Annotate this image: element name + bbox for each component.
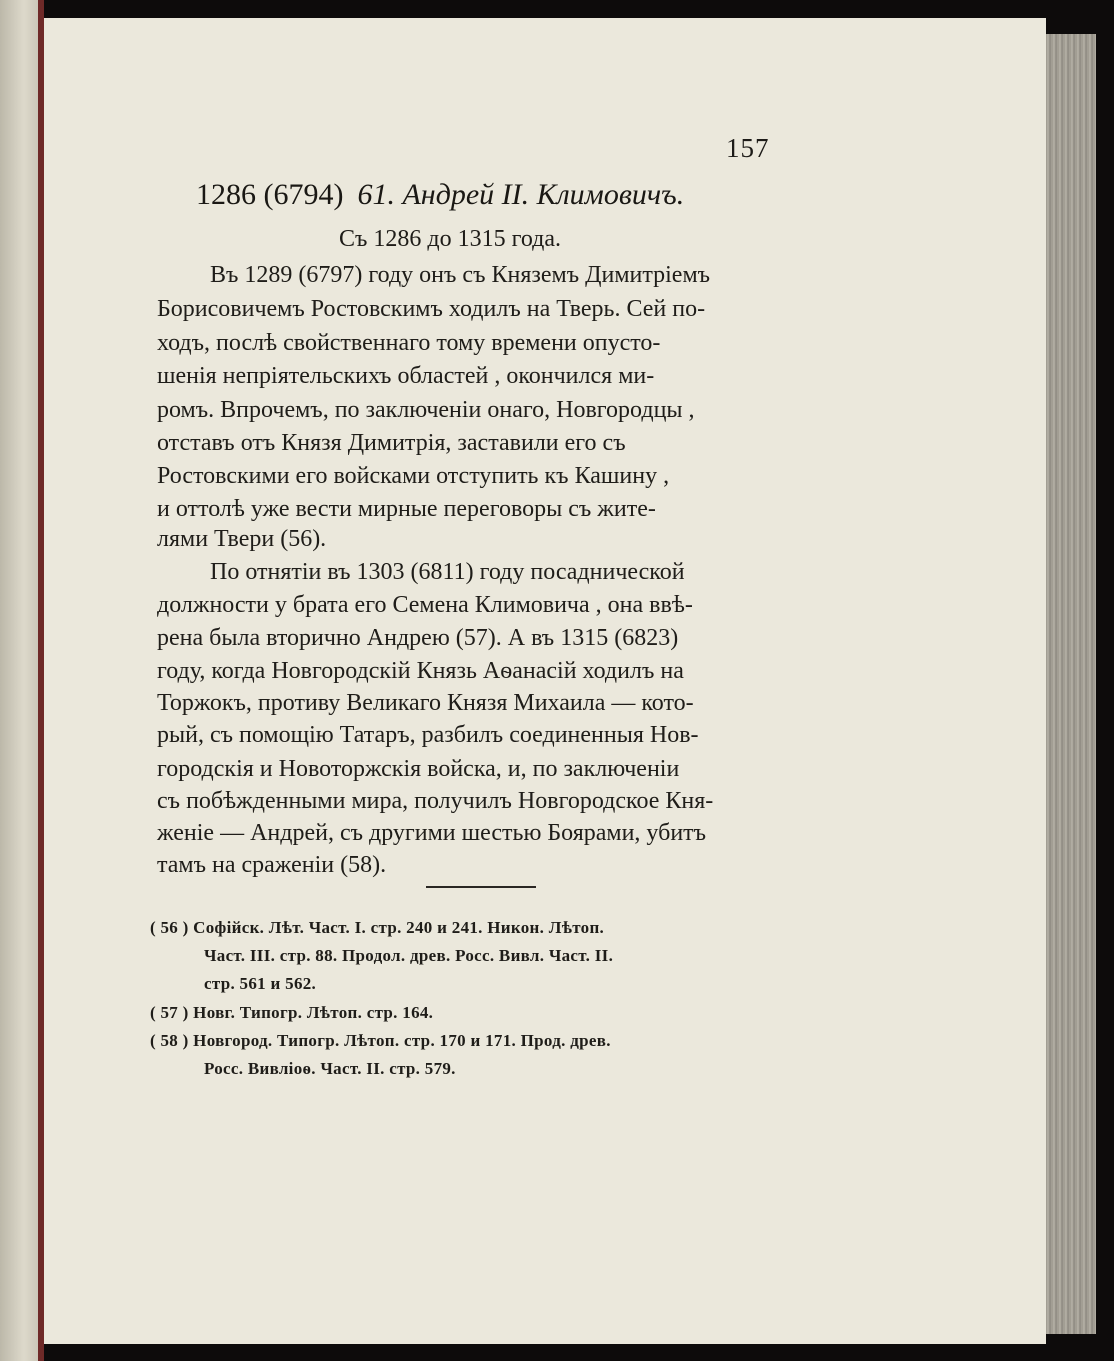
- body-line: Въ 1289 (6797) году онъ съ Княземъ Димитріемъ: [210, 262, 711, 288]
- body-line: съ побѣжденными мира, получилъ Новгородское Кня-: [157, 788, 714, 814]
- body-line: ходъ, послѣ свойственнаго тому времени опусто-: [157, 330, 661, 356]
- body-line: должности у брата его Семена Климовича , она ввѣ-: [157, 592, 693, 618]
- body-line: Борисовичемъ Ростовскимъ ходилъ на Тверь. Сей по-: [157, 296, 706, 322]
- body-line: женіе — Андрей, съ другими шестью Боярами, убитъ: [157, 820, 707, 846]
- body-line: ромъ. Впрочемъ, по заключеніи онаго, Новгородцы ,: [157, 397, 695, 423]
- footnote-56-cont: стр. 561 и 562.: [204, 974, 317, 993]
- subheading: Съ 1286 до 1315 года.: [339, 226, 562, 252]
- left-page-edge: [0, 0, 40, 1361]
- footnote-58: ( 58 ) Новгород. Типогр. Лѣтоп. стр. 170 и 171. Прод. древ.: [150, 1031, 611, 1050]
- page-stack-edge: [1046, 34, 1096, 1334]
- footnote-56-cont: Част. III. стр. 88. Продол. древ. Росс. Вивл. Част. II.: [204, 946, 614, 965]
- body-line: году, когда Новгородскій Князь Аѳанасій ходилъ на: [157, 658, 684, 684]
- heading-dates: 1286 (6794): [196, 178, 344, 211]
- body-line: лями Твери (56).: [157, 526, 327, 552]
- body-line: отставъ отъ Князя Димитрія, заставили его съ: [157, 430, 626, 456]
- footnote-57: ( 57 ) Новг. Типогр. Лѣтоп. стр. 164.: [150, 1003, 434, 1022]
- body-line: рый, съ помощію Татаръ, разбилъ соединенныя Нов-: [157, 722, 699, 748]
- body-line: Ростовскими его войсками отступить къ Кашину ,: [157, 463, 670, 489]
- footnote-divider: [426, 886, 536, 888]
- heading-title: 61. Андрей II. Климовичъ.: [357, 178, 685, 211]
- body-line: городскія и Новоторжскія войска, и, по заключеніи: [157, 756, 680, 782]
- footnote-58-cont: Росс. Вивліоѳ. Част. II. стр. 579.: [204, 1059, 456, 1078]
- body-line: рена была вторично Андрею (57). А въ 1315 (6823): [157, 625, 679, 651]
- chapter-heading: [196, 178, 684, 212]
- body-line: По отнятіи въ 1303 (6811) году посаднической: [210, 559, 685, 585]
- footnote-56: ( 56 ) Софійск. Лѣт. Част. I. стр. 240 и 241. Никон. Лѣтоп.: [150, 918, 605, 937]
- body-line: и оттолѣ уже вести мирные переговоры съ жите-: [157, 496, 656, 522]
- body-line: тамъ на сраженіи (58).: [157, 852, 387, 878]
- body-line: Торжокъ, противу Великаго Князя Михаила — кото-: [157, 690, 694, 716]
- page-number: 157: [726, 133, 770, 163]
- body-line: шенія непріятельскихъ областей , окончился ми-: [157, 363, 655, 389]
